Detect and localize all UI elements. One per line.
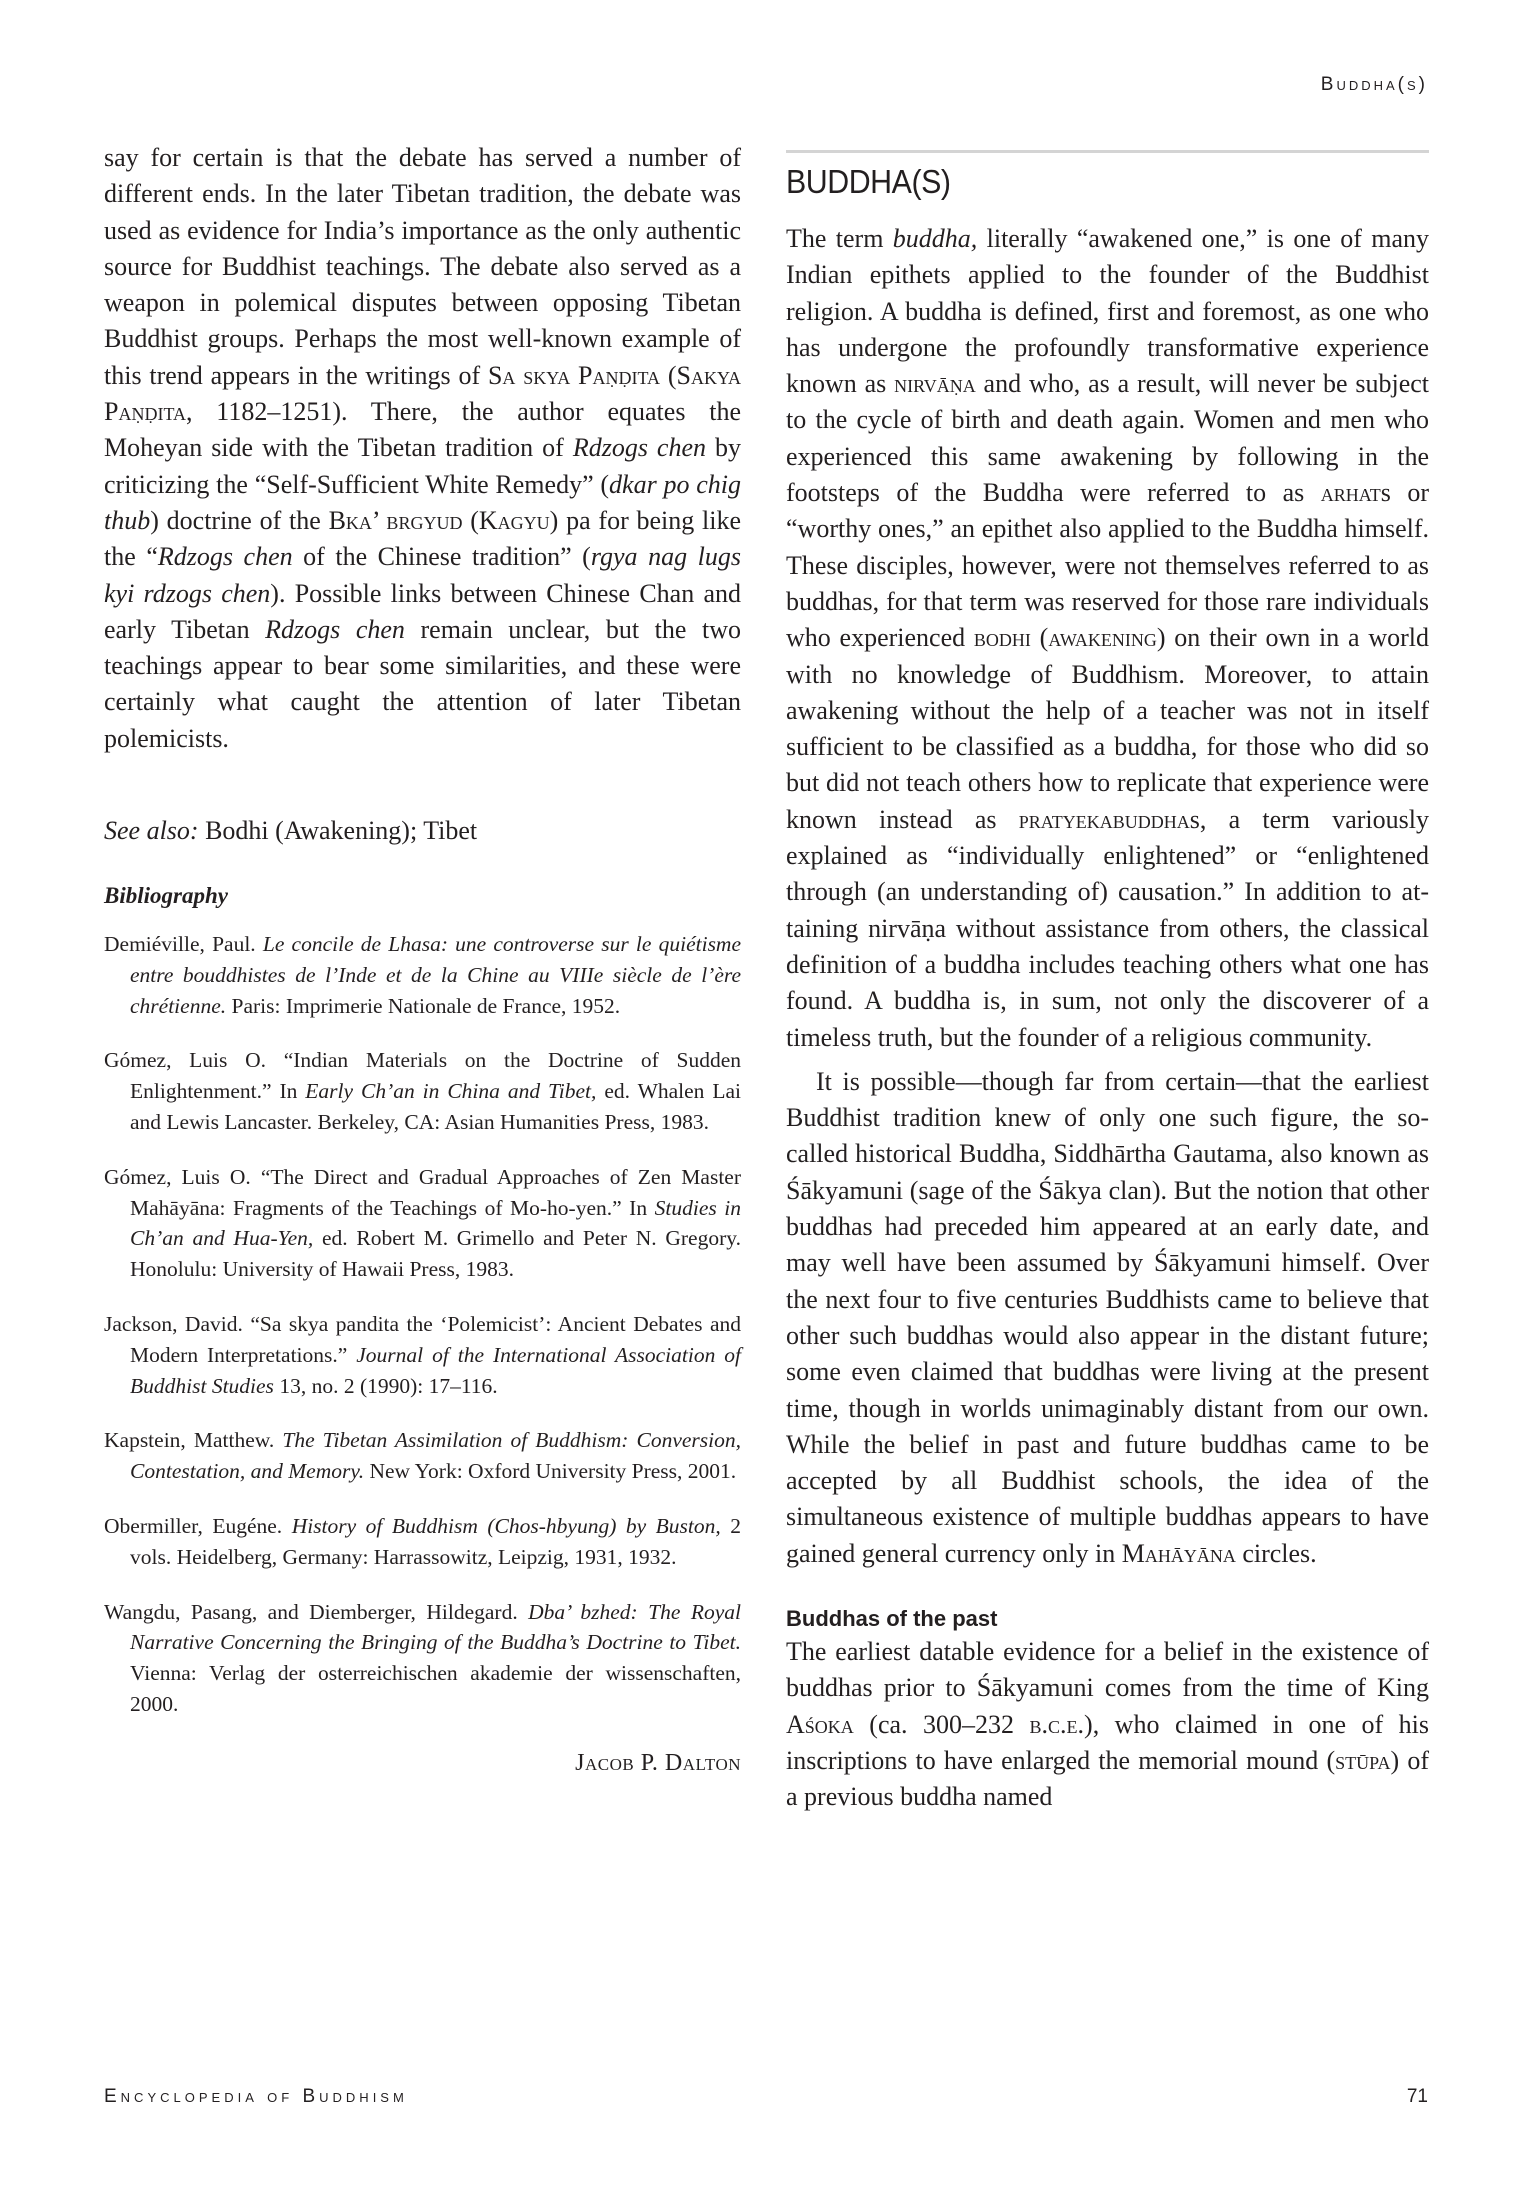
see-also <box>104 813 741 849</box>
bib-publication: ed. Whalen Lai and Lewis Lancaster. Berkeley, CA: Asian Humanities Press, 1983. <box>130 1079 742 1135</box>
bib-title: Early Ch’an in China and Tibet, <box>305 1079 597 1104</box>
italic-term: Rdzogs chen <box>157 542 293 572</box>
bibliography-entry <box>104 929 741 1021</box>
bib-publication: Vienna: Verlag der osterreichischen akademie der wissenschaften, 2000. <box>130 1661 741 1716</box>
text-run: The earliest datable evidence for a belief in the existence of buddhas prior to Śākyamuni comes from the time of King <box>786 1636 1429 1703</box>
text-run: remain unclear, but the two teachings appear to bear some similarities, and these were certainly what caught the attention of later Tibetan polemicists. <box>104 614 741 753</box>
cross-reference-link[interactable]: stūpa <box>1335 1745 1391 1775</box>
left-column <box>104 140 741 1777</box>
text-run: ). Possible links between Chinese Chan and early Tibetan <box>104 578 741 644</box>
bibliography-entry <box>104 1425 741 1487</box>
bib-publication: 2 vols. Heidelberg, Germany: Harrassowitz, Leipzig, 1931, 1932. <box>130 1514 742 1569</box>
bib-title: Journal of the International Association of Buddhist Studies <box>130 1342 741 1398</box>
bib-title: Le concile de Lhasa: une controverse sur le quiétisme entre bouddhistes de l’Inde et de la Chine au VIIIe siècle de l’ère chrétienne. <box>130 932 742 1018</box>
text-run: ) pa for being like the “ <box>104 505 742 572</box>
cross-reference-link[interactable]: arhat <box>1320 478 1381 508</box>
text-run: ), who claimed in one of his inscriptions to have enlarged the memorial mound ( <box>786 1709 1429 1775</box>
italic-term: buddha, <box>892 224 978 253</box>
bibliography-list <box>104 929 741 1720</box>
section-subheading: Buddhas of the past <box>786 1605 998 1631</box>
cross-reference-link[interactable]: Sa skya Paṇḍita <box>487 360 661 390</box>
cross-reference-link[interactable]: bodhi (awakening) <box>973 623 1166 653</box>
text-run: say for certain is that the debate has served a number of different ends. In the later Tibetan tradition, the debate was used as evidence for India’s importance as the only authentic source for Buddhist teachings. The debate also served as a weapon in polemical disputes between opposing Tibetan Buddhist groups. Perhaps the most well-known example of this trend appears in the writings of <box>104 143 741 390</box>
continuation-paragraph <box>104 140 741 757</box>
cross-reference-link[interactable]: Kagyu <box>478 505 550 535</box>
bib-publication: ed. Robert M. Grimello and Peter N. Gregory. Honolulu: University of Hawaii Press, 1983. <box>130 1226 741 1282</box>
text-run: , 1182–1251). There, the author equates the Moheyan side with the Tibetan tradition of <box>104 397 741 463</box>
cross-reference-link[interactable]: pratyekabuddha <box>1018 804 1190 834</box>
bibliography-entry <box>104 1511 741 1573</box>
see-also-links[interactable]: Bodhi (Awakening); Tibet <box>198 816 478 846</box>
text-run: by criticizing the “Self-Sufficient White Remedy” ( <box>104 433 742 499</box>
bib-title: History of Buddhism (Chos-hbyung) by Buston, <box>291 1514 721 1538</box>
text-run: ( <box>660 360 677 390</box>
italic-term: Rdzogs chen <box>572 433 707 463</box>
text-run: It is possible—though far from certain—that the earliest Buddhist tradition knew of only one such figure, the so-called historical Buddha, Siddhārtha Gautama, also known as Śākyamuni (sage of the Śākya clan). But the notion that other buddhas had preceded him appeared at an early date, and may well have been assumed by Śākyamuni himself. Over the next four to five centuries Buddhists came to believe that other such buddhas would also appear in the distant future; some even claimed that buddhas were living at the present time, though in worlds unimaginably distant from our own. While the belief in past and future buddhas came to be accepted by all Buddhist schools, the idea of the simultaneous existence of multiple buddhas appears to have gained general currency only in <box>786 1066 1429 1568</box>
text-run: (ca. 300–232 <box>853 1709 1030 1739</box>
text-run: s or “worthy ones,” an epithet also applied to the Buddha himself. These disciples, however, were not themselves referred to as buddhas, for that term was reserved for those rare individuals who experienced <box>786 478 1429 653</box>
bib-publication: Paris: Imprimerie Nationale de France, 1952. <box>226 993 621 1018</box>
text-run: circles. <box>1235 1538 1317 1568</box>
text-run: ) doctrine of the <box>150 505 329 535</box>
bib-author: Gómez, Luis O. “The Direct and Gradual Approaches of Zen Master Mahāyāna: Fragments of the Teachings of Mo-ho-yen.” In <box>104 1164 741 1220</box>
text-run: and who, as a result, will never be subject to the cycle of birth and death again. Women and men who experienced this same awakening by following in the footsteps of the Buddha were referred to as <box>786 369 1429 508</box>
italic-term: dkar po chig thub <box>104 469 742 535</box>
italic-term: Rdzogs chen <box>265 614 405 644</box>
text-run: ( <box>462 505 479 535</box>
see-also-label: See also: <box>104 816 199 846</box>
cross-reference-link[interactable]: Sakya Paṇḍita <box>104 360 741 427</box>
bibliography-entry <box>104 1309 741 1401</box>
cross-reference-link[interactable]: Bka’ brgyud <box>328 505 463 535</box>
bibliography-entry <box>104 1162 741 1285</box>
bib-author: Obermiller, Eugéne. <box>104 1514 292 1538</box>
right-column <box>786 140 1429 1815</box>
entry-paragraph-2 <box>786 1064 1429 1572</box>
page-number: 71 <box>1406 2086 1428 2107</box>
bib-publication: 13, no. 2 (1990): 17–116. <box>273 1373 498 1398</box>
entry-paragraph-3 <box>786 1634 1429 1815</box>
bibliography-entry <box>104 1045 741 1137</box>
bib-author: Jackson, David. “Sa skya pandita the ‘Polemicist’: Ancient Debates and Modern Interpretations.” <box>104 1312 741 1367</box>
text-run: ) of a previous buddha named <box>786 1745 1429 1812</box>
bib-author: Demiéville, Paul. <box>104 932 263 957</box>
italic-term: rgya nag lugs kyi rdzogs chen <box>104 542 741 608</box>
era-abbreviation: b.c.e. <box>1029 1709 1085 1739</box>
running-head: Buddha(s) <box>1320 74 1428 95</box>
text-run: of the Chinese tradition” ( <box>292 542 591 572</box>
footer-book-title: Encyclopedia of Buddhism <box>104 2086 408 2107</box>
cross-reference-link[interactable]: Mahāyāna <box>1121 1538 1236 1568</box>
author-signature: Jacob P. Dalton <box>575 1749 741 1776</box>
bibliography-heading: Bibliography <box>104 883 228 909</box>
entry-title: BUDDHA(S) <box>786 163 951 200</box>
bib-publication: New York: Oxford University Press, 2001. <box>364 1459 737 1484</box>
text-run: literally “awakened one,” is one of many Indian epithets applied to the founder of the Buddhist religion. A buddha is defined, first and foremost, as one who has undergone the profoundly transformative experience known as <box>786 224 1429 399</box>
cross-reference-link[interactable]: nirvāṇa <box>894 369 976 399</box>
text-run: on their own in a world with no knowledge of Buddhism. Moreover, to attain awakening without the help of a teacher was not in itself sufficient to be classified as a buddha, for those who did so but did not teach others how to replicate that experience were known instead as <box>786 623 1429 834</box>
bib-author: Kapstein, Matthew. <box>104 1428 283 1453</box>
text-run: The term <box>786 224 893 253</box>
bib-title: The Tibetan Assimilation of Buddhism: Conversion, Contestation, and Memory. <box>130 1428 741 1484</box>
bib-author: Gómez, Luis O. “Indian Materials on the Doctrine of Sudden Enlightenment.” In <box>104 1048 741 1104</box>
bib-title: Studies in Ch’an and Hua-Yen, <box>130 1195 741 1251</box>
bib-title: Dba’ bzhed: The Royal Narrative Concerning the Bringing of the Buddha’s Doctrine to Tibet. <box>130 1599 741 1655</box>
cross-reference-link[interactable]: Aśoka <box>786 1709 854 1739</box>
text-run: s, a term variously explained as “individually enlightened” or “enlightened through (an understanding of) causation.” In addition to attaining nirvāṇa without assistance from others, the classical definition of a buddha includes teaching others what one has found. A buddha is, in sum, not only the discoverer of a timeless truth, but the founder of a religious community. <box>786 804 1429 1052</box>
entry-paragraph-1 <box>786 221 1429 1056</box>
bibliography-entry <box>104 1597 741 1720</box>
entry-divider <box>786 150 1429 153</box>
bib-author: Wangdu, Pasang, and Diemberger, Hildegard. <box>104 1599 529 1624</box>
